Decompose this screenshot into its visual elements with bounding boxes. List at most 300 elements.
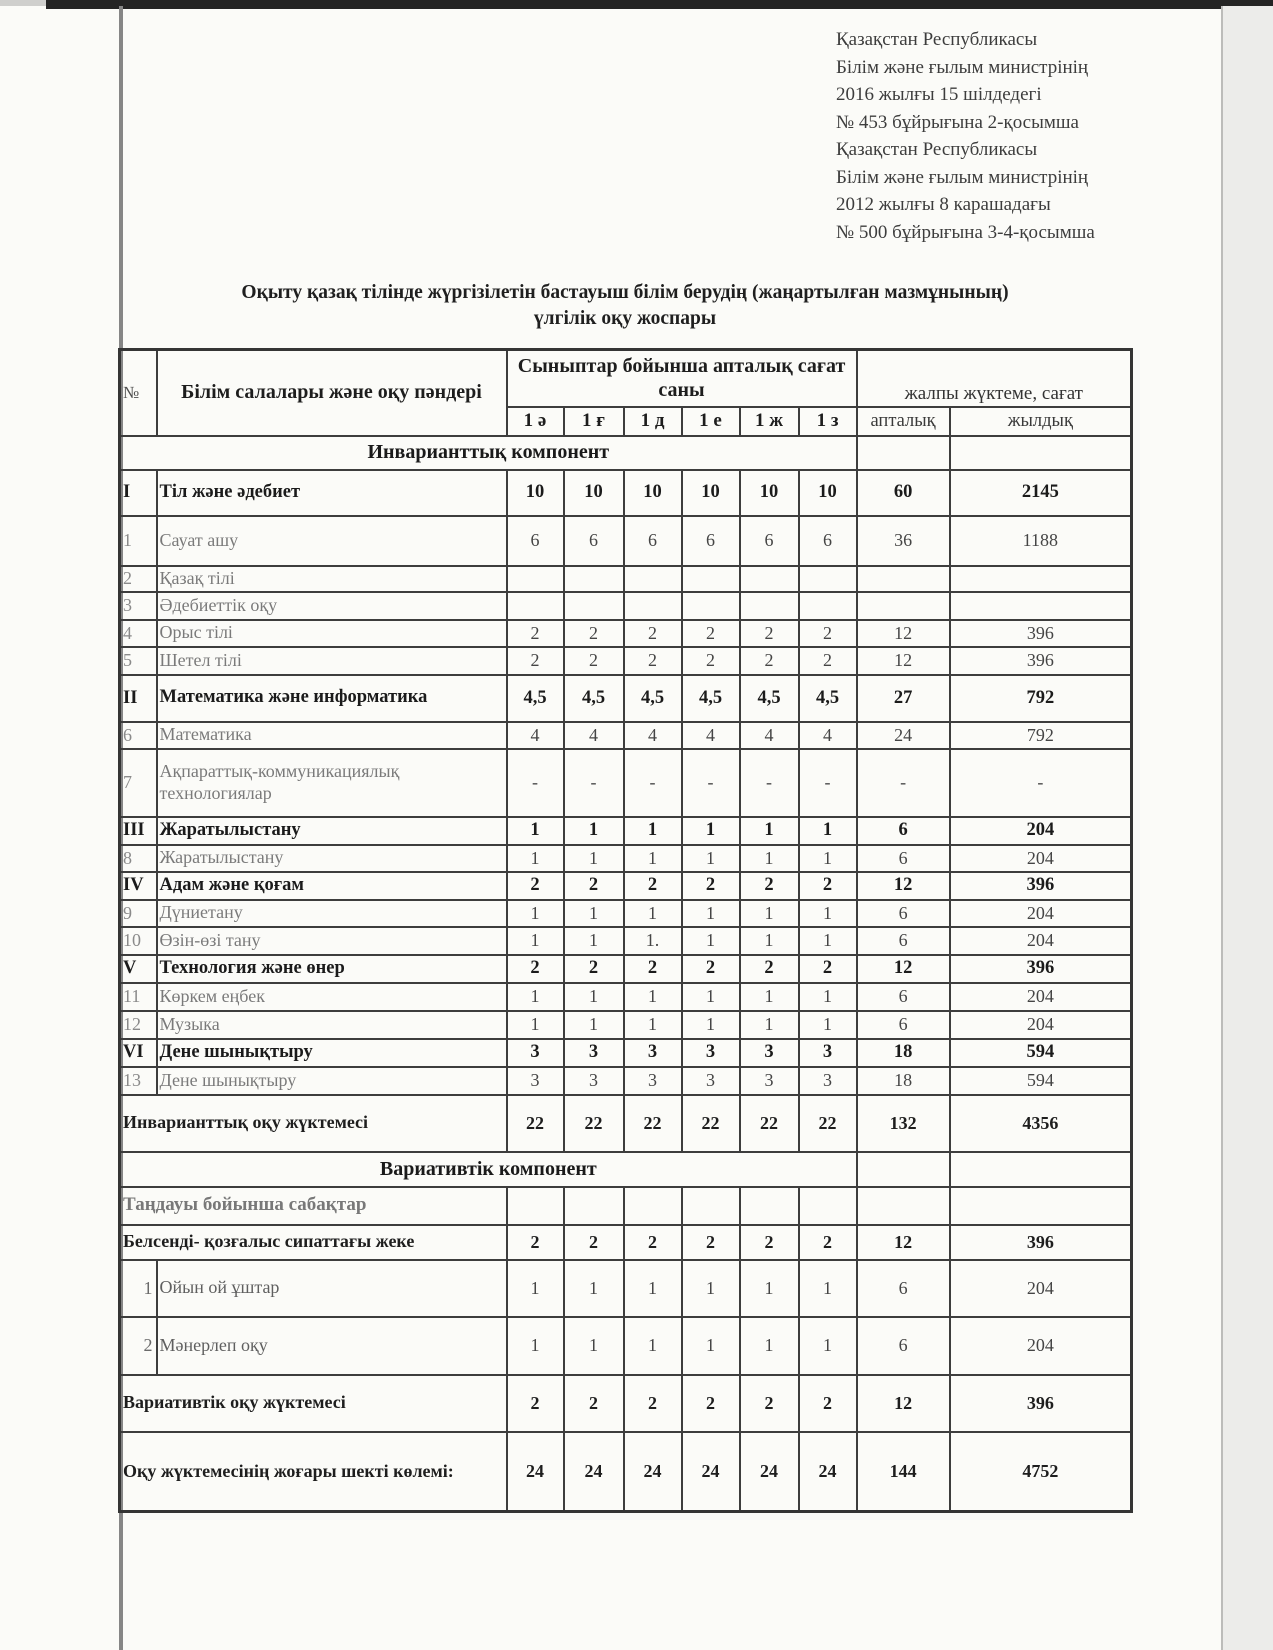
- note-line: Қазақстан Республикасы: [836, 139, 1038, 160]
- table-row: [120, 566, 1132, 592]
- class-hours-cell: 1: [624, 983, 682, 1011]
- table-row: [120, 1432, 1132, 1512]
- yearly-cell: 1188: [950, 516, 1132, 566]
- class-hours-cell: 2: [507, 1375, 564, 1432]
- col-header-yearly: жылдық: [950, 407, 1132, 436]
- section-label: Вариативтік компонент: [120, 1152, 857, 1187]
- row-label: Жаратылыстану: [157, 845, 507, 872]
- class-hours-cell: 24: [507, 1432, 564, 1512]
- class-hours-cell: 1: [682, 900, 740, 927]
- weekly-cell: 132: [857, 1095, 950, 1152]
- class-hours-cell: 4: [564, 722, 624, 749]
- class-hours-cell: 1: [564, 1011, 624, 1039]
- table-row: [120, 1187, 1132, 1225]
- row-number: IV: [120, 872, 157, 900]
- yearly-cell: 204: [950, 1260, 1132, 1317]
- section-row: [120, 436, 1132, 470]
- class-hours-cell: 2: [799, 955, 857, 983]
- class-hours-cell: 1: [740, 845, 799, 872]
- class-hours-cell: 2: [564, 872, 624, 900]
- weekly-cell: 144: [857, 1432, 950, 1512]
- weekly-cell: 27: [857, 675, 950, 722]
- class-hours-cell: 1: [624, 900, 682, 927]
- class-hours-cell: 2: [740, 1225, 799, 1260]
- table-row: [120, 955, 1132, 983]
- class-hours-cell: 4,5: [799, 675, 857, 722]
- note-line: 2012 жылғы 8 карашадағы: [836, 194, 1051, 215]
- class-hours-cell: 1: [564, 983, 624, 1011]
- class-hours-cell: 1: [564, 1317, 624, 1375]
- table-row: [120, 1039, 1132, 1067]
- col-header-total-group: жалпы жүктеме, сағат: [857, 350, 1132, 407]
- weekly-cell: [857, 1187, 950, 1225]
- table-row: [120, 1095, 1132, 1152]
- table-row: [120, 927, 1132, 955]
- class-hours-cell: 2: [507, 1225, 564, 1260]
- table-row: [120, 817, 1132, 845]
- class-hours-cell: [624, 566, 682, 592]
- row-label: Мәнерлеп оқу: [157, 1317, 507, 1375]
- yearly-cell: 204: [950, 927, 1132, 955]
- col-header-class-1z: 1 з: [799, 407, 857, 436]
- table-row: [120, 900, 1132, 927]
- yearly-cell: 4752: [950, 1432, 1132, 1512]
- class-hours-cell: 1: [682, 817, 740, 845]
- class-hours-cell: 2: [799, 620, 857, 647]
- class-hours-cell: -: [682, 749, 740, 817]
- row-number: I: [120, 470, 157, 516]
- class-hours-cell: 2: [507, 620, 564, 647]
- row-label: Музыка: [157, 1011, 507, 1039]
- row-number: 3: [120, 592, 157, 620]
- class-hours-cell: 1: [740, 900, 799, 927]
- class-hours-cell: 1: [682, 983, 740, 1011]
- class-hours-cell: 24: [740, 1432, 799, 1512]
- class-hours-cell: 22: [799, 1095, 857, 1152]
- table-row: [120, 722, 1132, 749]
- class-hours-cell: 2: [624, 1225, 682, 1260]
- class-hours-cell: 1.: [624, 927, 682, 955]
- row-number: 2: [120, 566, 157, 592]
- yearly-cell: 396: [950, 1225, 1132, 1260]
- class-hours-cell: 1: [740, 817, 799, 845]
- row-number: 10: [120, 927, 157, 955]
- class-hours-cell: 2: [507, 872, 564, 900]
- col-header-subjects: Білім салалары және оқу пәндері: [157, 350, 507, 436]
- table-row: [120, 620, 1132, 647]
- class-hours-cell: 4: [507, 722, 564, 749]
- class-hours-cell: 1: [682, 927, 740, 955]
- class-hours-cell: 1: [799, 1260, 857, 1317]
- class-hours-cell: 10: [507, 470, 564, 516]
- weekly-cell: 18: [857, 1039, 950, 1067]
- class-hours-cell: -: [799, 749, 857, 817]
- weekly-cell: 6: [857, 817, 950, 845]
- row-label: Математика және информатика: [157, 675, 507, 722]
- weekly-cell: 6: [857, 845, 950, 872]
- weekly-cell: [857, 592, 950, 620]
- row-number: 6: [120, 722, 157, 749]
- class-hours-cell: 3: [507, 1039, 564, 1067]
- header-row-groups: [120, 350, 1132, 407]
- row-label: Математика: [157, 722, 507, 749]
- section-row: [120, 1152, 1132, 1187]
- table-row: [120, 516, 1132, 566]
- class-hours-cell: 24: [799, 1432, 857, 1512]
- weekly-cell: [857, 566, 950, 592]
- row-label: Ақпараттық-коммуникациялық технологиялар: [157, 749, 507, 817]
- class-hours-cell: [682, 592, 740, 620]
- row-number: V: [120, 955, 157, 983]
- yearly-cell: [950, 592, 1132, 620]
- class-hours-cell: [740, 592, 799, 620]
- weekly-cell: 12: [857, 955, 950, 983]
- class-hours-cell: 2: [740, 955, 799, 983]
- class-hours-cell: 2: [740, 872, 799, 900]
- weekly-cell: 6: [857, 983, 950, 1011]
- class-hours-cell: 6: [799, 516, 857, 566]
- table-row: [120, 647, 1132, 675]
- class-hours-cell: [799, 566, 857, 592]
- row-number: 7: [120, 749, 157, 817]
- table-row: [120, 470, 1132, 516]
- class-hours-cell: 6: [740, 516, 799, 566]
- yearly-cell: 204: [950, 900, 1132, 927]
- row-label: Белсенді- қозғалыс сипаттағы жеке: [120, 1225, 507, 1260]
- class-hours-cell: [507, 592, 564, 620]
- document-title-line1: Оқыту қазақ тілінде жүргізілетін бастауыш білім берудің (жаңартылған мазмұнының): [241, 282, 1009, 303]
- col-header-no: №: [120, 350, 157, 436]
- table-row: [120, 675, 1132, 722]
- class-hours-cell: 2: [740, 647, 799, 675]
- row-number: III: [120, 817, 157, 845]
- class-hours-cell: 2: [564, 1375, 624, 1432]
- class-hours-cell: [799, 1187, 857, 1225]
- table-row: [120, 1317, 1132, 1375]
- class-hours-cell: 10: [624, 470, 682, 516]
- row-label: Инварианттық оқу жүктемесі: [120, 1095, 507, 1152]
- class-hours-cell: 4: [682, 722, 740, 749]
- class-hours-cell: 1: [507, 1011, 564, 1039]
- class-hours-cell: 10: [682, 470, 740, 516]
- class-hours-cell: -: [564, 749, 624, 817]
- class-hours-cell: 1: [740, 927, 799, 955]
- col-header-classes-group: Сыныптар бойынша апталық сағат саны: [507, 350, 857, 407]
- yearly-cell: 396: [950, 620, 1132, 647]
- yearly-cell: 594: [950, 1067, 1132, 1095]
- class-hours-cell: 1: [799, 983, 857, 1011]
- weekly-cell: 6: [857, 900, 950, 927]
- row-label: Тіл және әдебиет: [157, 470, 507, 516]
- class-hours-cell: [740, 1187, 799, 1225]
- approval-note: [836, 26, 1095, 246]
- class-hours-cell: 10: [564, 470, 624, 516]
- row-label: Шетел тілі: [157, 647, 507, 675]
- class-hours-cell: 1: [507, 845, 564, 872]
- class-hours-cell: 2: [740, 1375, 799, 1432]
- row-label: Әдебиеттік оқу: [157, 592, 507, 620]
- col-header-class-1zh: 1 ж: [740, 407, 799, 436]
- yearly-cell: 4356: [950, 1095, 1132, 1152]
- class-hours-cell: 1: [682, 1011, 740, 1039]
- weekly-cell: 12: [857, 1375, 950, 1432]
- weekly-cell: 18: [857, 1067, 950, 1095]
- yearly-cell: -: [950, 749, 1132, 817]
- class-hours-cell: 4,5: [682, 675, 740, 722]
- note-line: 2016 жылғы 15 шілдедегі: [836, 84, 1042, 105]
- class-hours-cell: 2: [799, 1225, 857, 1260]
- class-hours-cell: 10: [799, 470, 857, 516]
- yearly-cell: 792: [950, 675, 1132, 722]
- row-label: Технология және өнер: [157, 955, 507, 983]
- class-hours-cell: [564, 592, 624, 620]
- class-hours-cell: 1: [740, 1317, 799, 1375]
- class-hours-cell: 1: [740, 1011, 799, 1039]
- table-row: [120, 1375, 1132, 1432]
- class-hours-cell: [624, 592, 682, 620]
- class-hours-cell: 2: [682, 620, 740, 647]
- class-hours-cell: 4: [799, 722, 857, 749]
- class-hours-cell: 3: [564, 1039, 624, 1067]
- class-hours-cell: 1: [564, 845, 624, 872]
- yearly-cell: 396: [950, 955, 1132, 983]
- class-hours-cell: 4: [740, 722, 799, 749]
- class-hours-cell: 1: [564, 927, 624, 955]
- class-hours-cell: 2: [682, 1375, 740, 1432]
- yearly-cell: 204: [950, 1317, 1132, 1375]
- class-hours-cell: 1: [507, 1260, 564, 1317]
- row-number: 11: [120, 983, 157, 1011]
- class-hours-cell: 3: [624, 1039, 682, 1067]
- yearly-cell: 2145: [950, 470, 1132, 516]
- class-hours-cell: 22: [624, 1095, 682, 1152]
- class-hours-cell: 3: [507, 1067, 564, 1095]
- weekly-cell: 6: [857, 1260, 950, 1317]
- yearly-cell: 396: [950, 872, 1132, 900]
- col-header-class-1d: 1 д: [624, 407, 682, 436]
- yearly-cell: 204: [950, 817, 1132, 845]
- class-hours-cell: 22: [507, 1095, 564, 1152]
- document-title: [130, 280, 1120, 332]
- class-hours-cell: [682, 566, 740, 592]
- scan-edge-top: [46, 0, 1273, 9]
- class-hours-cell: 4,5: [740, 675, 799, 722]
- class-hours-cell: 6: [682, 516, 740, 566]
- class-hours-cell: [799, 592, 857, 620]
- scan-edge-right: [1221, 6, 1273, 1650]
- row-number: 13: [120, 1067, 157, 1095]
- class-hours-cell: 22: [682, 1095, 740, 1152]
- class-hours-cell: 2: [564, 620, 624, 647]
- class-hours-cell: 1: [799, 1317, 857, 1375]
- class-hours-cell: 1: [682, 845, 740, 872]
- class-hours-cell: 4: [624, 722, 682, 749]
- class-hours-cell: 1: [507, 983, 564, 1011]
- weekly-cell: -: [857, 749, 950, 817]
- note-line: Білім және ғылым министрінің: [836, 56, 1089, 78]
- class-hours-cell: 4,5: [564, 675, 624, 722]
- row-label: Оқу жүктемесінің жоғары шекті көлемі:: [120, 1432, 507, 1512]
- row-label: Дене шынықтыру: [157, 1039, 507, 1067]
- yearly-cell: 204: [950, 983, 1132, 1011]
- row-label: Таңдауы бойынша сабақтар: [120, 1187, 507, 1225]
- row-label: Вариативтік оқу жүктемесі: [120, 1375, 507, 1432]
- yearly-cell: [950, 1152, 1132, 1187]
- class-hours-cell: 2: [799, 1375, 857, 1432]
- class-hours-cell: 2: [564, 1225, 624, 1260]
- document-title-line2: үлгілік оқу жоспары: [533, 308, 717, 329]
- class-hours-cell: [682, 1187, 740, 1225]
- class-hours-cell: 1: [682, 1260, 740, 1317]
- row-number: 2: [120, 1317, 157, 1375]
- class-hours-cell: 6: [564, 516, 624, 566]
- table-row: [120, 983, 1132, 1011]
- weekly-cell: 12: [857, 647, 950, 675]
- row-number: 5: [120, 647, 157, 675]
- class-hours-cell: 1: [740, 1260, 799, 1317]
- table-row: [120, 1260, 1132, 1317]
- class-hours-cell: 3: [799, 1067, 857, 1095]
- row-number: 12: [120, 1011, 157, 1039]
- class-hours-cell: 2: [624, 620, 682, 647]
- table-row: [120, 749, 1132, 817]
- class-hours-cell: 3: [682, 1067, 740, 1095]
- class-hours-cell: 1: [624, 1260, 682, 1317]
- row-number: 8: [120, 845, 157, 872]
- class-hours-cell: 3: [624, 1067, 682, 1095]
- class-hours-cell: 24: [564, 1432, 624, 1512]
- class-hours-cell: 2: [682, 955, 740, 983]
- class-hours-cell: 1: [799, 817, 857, 845]
- yearly-cell: 594: [950, 1039, 1132, 1067]
- class-hours-cell: 2: [624, 647, 682, 675]
- curriculum-table: [118, 348, 1133, 1513]
- class-hours-cell: 3: [682, 1039, 740, 1067]
- class-hours-cell: 1: [564, 900, 624, 927]
- note-line: Білім және ғылым министрінің: [836, 166, 1089, 188]
- class-hours-cell: 1: [624, 1011, 682, 1039]
- class-hours-cell: 2: [740, 620, 799, 647]
- col-header-class-1e: 1 е: [682, 407, 740, 436]
- weekly-cell: 24: [857, 722, 950, 749]
- class-hours-cell: 1: [799, 900, 857, 927]
- class-hours-cell: [507, 1187, 564, 1225]
- class-hours-cell: 1: [799, 927, 857, 955]
- class-hours-cell: -: [740, 749, 799, 817]
- table-row: [120, 845, 1132, 872]
- yearly-cell: 204: [950, 1011, 1132, 1039]
- row-number: 4: [120, 620, 157, 647]
- class-hours-cell: [564, 1187, 624, 1225]
- class-hours-cell: 1: [507, 817, 564, 845]
- yearly-cell: [950, 566, 1132, 592]
- row-label: Өзін-өзі тану: [157, 927, 507, 955]
- class-hours-cell: 1: [624, 1317, 682, 1375]
- class-hours-cell: 2: [799, 872, 857, 900]
- table-row: [120, 592, 1132, 620]
- row-label: Дүниетану: [157, 900, 507, 927]
- table-row: [120, 872, 1132, 900]
- class-hours-cell: [740, 566, 799, 592]
- class-hours-cell: 2: [507, 647, 564, 675]
- class-hours-cell: -: [624, 749, 682, 817]
- class-hours-cell: 1: [507, 900, 564, 927]
- scan-edge-top-left: [0, 0, 46, 6]
- weekly-cell: 12: [857, 1225, 950, 1260]
- yearly-cell: 396: [950, 1375, 1132, 1432]
- row-label: Жаратылыстану: [157, 817, 507, 845]
- class-hours-cell: 2: [682, 647, 740, 675]
- row-number: 9: [120, 900, 157, 927]
- row-label: Көркем еңбек: [157, 983, 507, 1011]
- class-hours-cell: 1: [682, 1317, 740, 1375]
- note-line: Қазақстан Республикасы: [836, 29, 1038, 50]
- class-hours-cell: 1: [564, 1260, 624, 1317]
- class-hours-cell: 1: [799, 845, 857, 872]
- yearly-cell: 396: [950, 647, 1132, 675]
- class-hours-cell: 4,5: [507, 675, 564, 722]
- class-hours-cell: 22: [564, 1095, 624, 1152]
- weekly-cell: 6: [857, 1011, 950, 1039]
- row-label: Ойын ой ұштар: [157, 1260, 507, 1317]
- row-label: Қазақ тілі: [157, 566, 507, 592]
- class-hours-cell: -: [507, 749, 564, 817]
- col-header-class-1g: 1 ғ: [564, 407, 624, 436]
- class-hours-cell: 1: [624, 845, 682, 872]
- class-hours-cell: 2: [682, 872, 740, 900]
- yearly-cell: 792: [950, 722, 1132, 749]
- class-hours-cell: 2: [624, 872, 682, 900]
- class-hours-cell: 24: [624, 1432, 682, 1512]
- yearly-cell: [950, 1187, 1132, 1225]
- class-hours-cell: 1: [740, 983, 799, 1011]
- class-hours-cell: 2: [507, 955, 564, 983]
- class-hours-cell: 1: [799, 1011, 857, 1039]
- class-hours-cell: 2: [624, 1375, 682, 1432]
- note-line: № 500 бұйрығына 3-4-қосымша: [836, 221, 1095, 243]
- class-hours-cell: 1: [624, 817, 682, 845]
- weekly-cell: 60: [857, 470, 950, 516]
- class-hours-cell: 24: [682, 1432, 740, 1512]
- class-hours-cell: 2: [799, 647, 857, 675]
- class-hours-cell: 4,5: [624, 675, 682, 722]
- class-hours-cell: 3: [740, 1067, 799, 1095]
- section-label: Инварианттық компонент: [120, 436, 857, 470]
- row-label: Сауат ашу: [157, 516, 507, 566]
- weekly-cell: 12: [857, 872, 950, 900]
- class-hours-cell: [564, 566, 624, 592]
- yearly-cell: [950, 436, 1132, 470]
- class-hours-cell: 2: [682, 1225, 740, 1260]
- table-row: [120, 1225, 1132, 1260]
- row-number: II: [120, 675, 157, 722]
- weekly-cell: 6: [857, 927, 950, 955]
- weekly-cell: 6: [857, 1317, 950, 1375]
- row-number: VI: [120, 1039, 157, 1067]
- class-hours-cell: 2: [564, 647, 624, 675]
- class-hours-cell: [507, 566, 564, 592]
- yearly-cell: 204: [950, 845, 1132, 872]
- class-hours-cell: 1: [564, 817, 624, 845]
- row-number: 1: [120, 1260, 157, 1317]
- weekly-cell: 36: [857, 516, 950, 566]
- weekly-cell: [857, 436, 950, 470]
- weekly-cell: 12: [857, 620, 950, 647]
- class-hours-cell: 1: [507, 927, 564, 955]
- class-hours-cell: 3: [799, 1039, 857, 1067]
- note-line: № 453 бұйрығына 2-қосымша: [836, 111, 1079, 133]
- class-hours-cell: 3: [564, 1067, 624, 1095]
